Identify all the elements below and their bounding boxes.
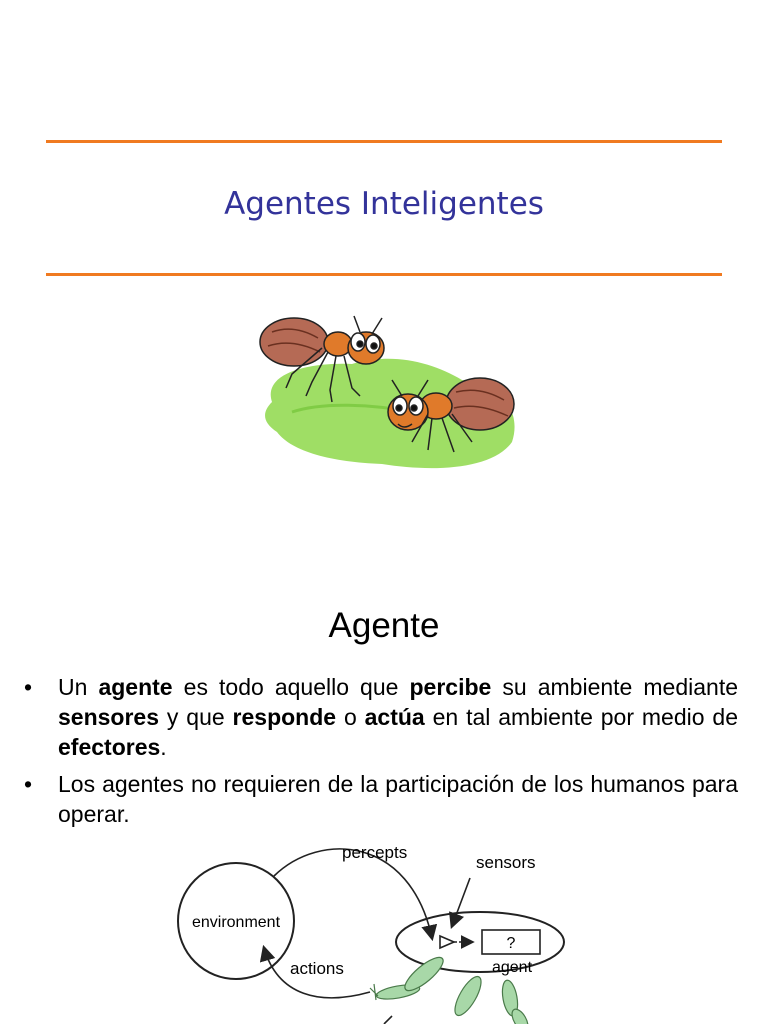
keyword-sensores: sensores xyxy=(58,704,160,730)
bullet-symbol: • xyxy=(24,771,33,797)
bullet-symbol: • xyxy=(24,674,33,700)
slide-title: Agentes Inteligentes xyxy=(224,186,544,222)
unknown-label: ? xyxy=(506,935,516,952)
text-segment: . xyxy=(160,734,167,760)
sensors-label: sensors xyxy=(476,853,536,872)
top-divider xyxy=(46,140,722,143)
section-title: Agente xyxy=(328,606,440,645)
sensor-symbol xyxy=(440,936,454,948)
bullet-list xyxy=(24,672,738,836)
keyword-agente: agente xyxy=(98,674,173,700)
text-segment: y que xyxy=(159,704,233,730)
ants-illustration xyxy=(232,292,528,482)
text-segment: en tal ambiente por medio de xyxy=(424,704,738,730)
keyword-responde: responde xyxy=(232,704,337,730)
keyword-actua: actúa xyxy=(364,704,425,730)
bullet-text: Los agentes no requieren de la participación de los humanos para operar. xyxy=(58,771,738,827)
text-segment: es todo aquello que xyxy=(172,674,410,700)
agent-environment-diagram xyxy=(170,836,590,1024)
agent-label: agent xyxy=(491,959,533,976)
text-segment: o xyxy=(336,704,365,730)
bottom-divider xyxy=(46,273,722,276)
list-item xyxy=(24,769,738,829)
percepts-arrow xyxy=(274,849,432,938)
actions-label: actions xyxy=(290,959,344,978)
text-segment: Un xyxy=(58,674,99,700)
text-segment: su ambiente mediante xyxy=(491,674,738,700)
keyword-percibe: percibe xyxy=(409,674,492,700)
list-item xyxy=(24,672,738,762)
environment-label: environment xyxy=(191,914,281,931)
percepts-label: percepts xyxy=(342,843,408,862)
keyword-efectores: efectores xyxy=(58,734,161,760)
sensors-arrow xyxy=(452,878,470,926)
agent-ellipse xyxy=(396,912,564,972)
